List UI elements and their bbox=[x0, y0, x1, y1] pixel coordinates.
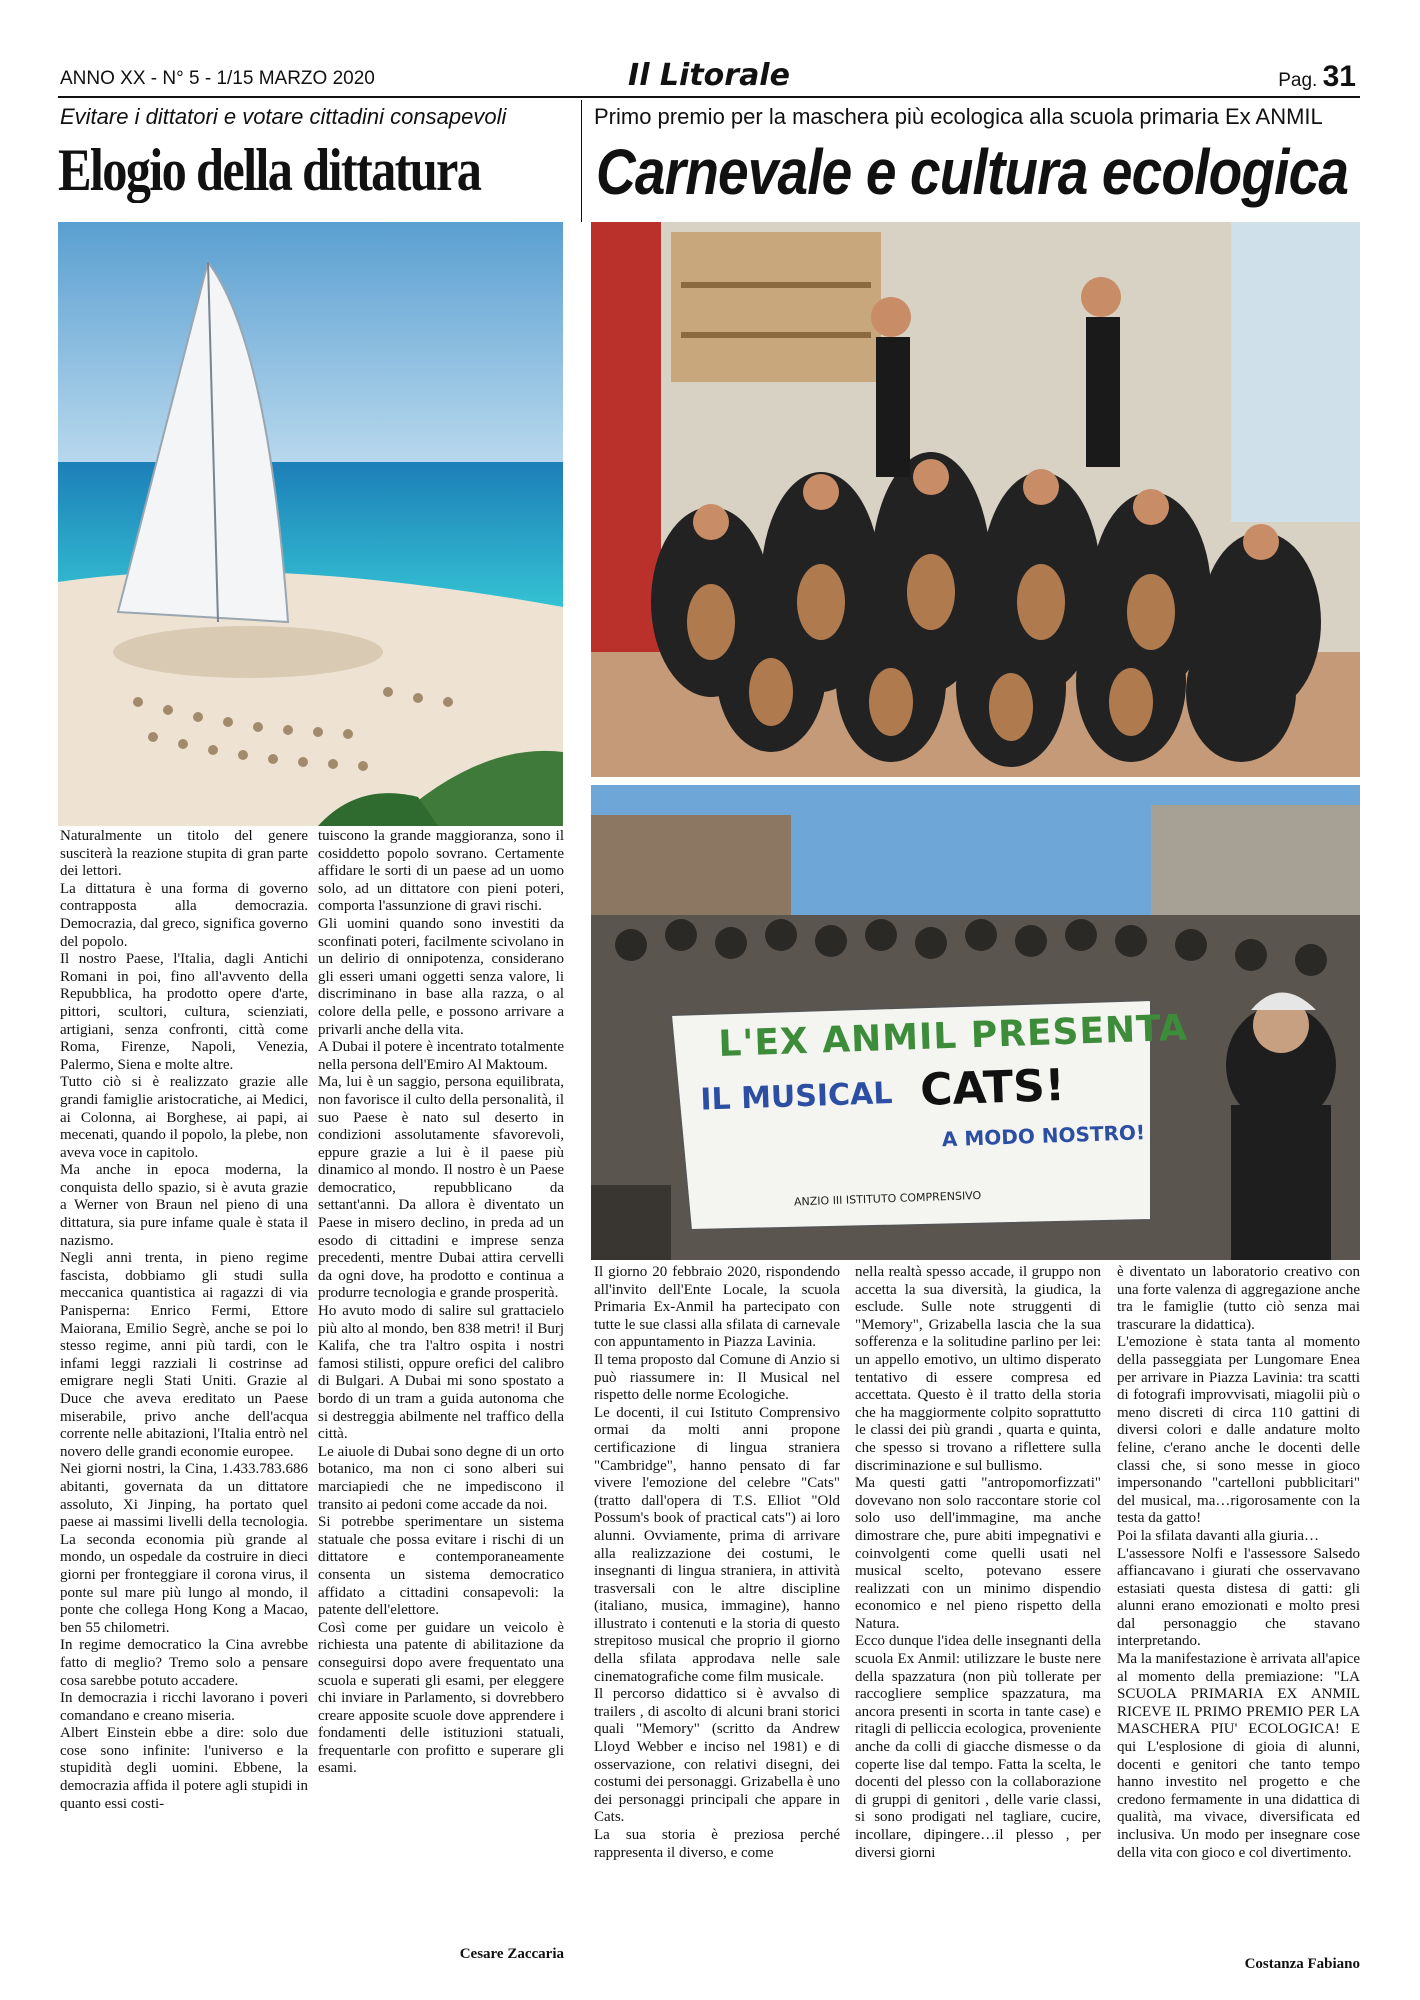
left-headline: Elogio della dittatura bbox=[58, 137, 481, 203]
photo-carnival-parade bbox=[591, 785, 1360, 1260]
right-article-column-1: Il giorno 20 febbraio 2020, rispondendo all'invito dell'Ente Locale, la scuola Primaria Ex-Anmil ha partecipato con tutte le sue classi alla sfilata di carnevale con appuntamento in Piazza Lavinia. Il tema proposto dal Comune di Anzio si può riassumere in: Il Musical nel rispetto delle norme Ecologiche. Le docenti, il cui Istituto Comprensivo ormai da molti anni propone certificazione di lingua straniera "Cambridge", hanno pensato di far vivere l'emozione del celebre "Cats" (tratto dall'opera di T.S. Elliot "Old Possum's book of practical cats") ai loro alunni. Ovviamente, prima di arrivare alla realizzazione dei costumi, le insegnanti di lingua straniera, in attività trasversali con le altre discipline (italiano, musica, immagine), hanno illustrato i contenuti e la storia di questo strepitoso musical che proprio il giorno della sfilata approdava nelle sale cinematografiche come film musicale. Il percorso didattico si è avvalso di trailers , di ascolto di alcuni brani storici quali "Memory" (scritto da Andrew Lloyd Webber e inciso nel 1981) e di osservazione, con relativi disegni, dei costumi dei personaggi. Grizabella è uno dei personaggi principali che appare in Cats. La sua storia è preziosa perché rappresenta il diverso, e come bbox=[594, 1264, 840, 1861]
banner-line-4: ANZIO III ISTITUTO COMPRENSIVO bbox=[793, 1188, 982, 1209]
right-article-column-3: è diventato un laboratorio creativo con una forte valenza di aggregazione anche tra le famiglie (tutto ciò senza mai trascurare la didattica). L'emozione è stata tanta al momento della passeggiata per Lungomare Enea per arrivare in Piazza Lavinia: tra scatti di fotografi improvvisati, miagolii più o meno discreti di circa 110 gattini di diversi colori e dalle andature molto feline, c'erano anche le docenti delle classi che, si sono messe in gioco impersonando "cartelloni pubblicitari" del musical, ma…rigorosamente con la testa da gatto! Poi la sfilata davanti alla giuria… L'assessore Nolfi e l'assessore Salsedo affiancavano i giurati che osservavano estasiati questa distesa di gatti: gli alunni erano emozionati e molto presi dal personaggio che stavano interpretando. Ma la manifestazione è arrivata all'apice al momento della premiazione: "LA SCUOLA PRIMARIA EX ANMIL RICEVE IL PRIMO PREMIO PER LA MASCHERA PIU' ECOLOGICA! E qui L'esplosione di gioia di alunni, docenti e genitori che tanto tempo hanno investito nel progetto e che credono fermamente in una didattica di qualità, ma vivace, diversificata ed inclusiva. Un modo per insegnare cose della vita con gioco e col divertimento. bbox=[1117, 1264, 1360, 1861]
right-headline: Carnevale e cultura ecologica bbox=[596, 136, 1349, 208]
header-column-divider bbox=[581, 100, 582, 222]
page-label: Pag. bbox=[1278, 70, 1318, 91]
left-article-column-1: Naturalmente un titolo del genere susciterà la reazione stupita di gran parte dei lettori. La dittatura è una forma di governo contrapposta alla democrazia. Democrazia, dal greco, significa governo del popolo. Il nostro Paese, l'Italia, dagli Antichi Romani in poi, fino all'avvento della Repubblica, ha prodotto opere d'arte, pittori, scultori, cultura, scienziati, artigiani, senza confronti, città come Roma, Firenze, Napoli, Venezia, Palermo, Siena e molte altre. Tutto ciò si è realizzato grazie alle grandi famiglie aristocratiche, ai Medici, ai Colonna, ai Borghese, ai papi, ai mecenati, quando il popolo, la plebe, non aveva voce in capitolo. Ma anche in epoca moderna, la conquista dello spazio, si è avuta grazie a Werner von Braun nel pieno di una dittatura, sia pure infame quale è stata il nazismo. Negli anni trenta, in pieno regime fascista, dobbiamo gli studi sulla meccanica quantistica ai ragazzi di via Panisperna: Enrico Fermi, Ettore Maiorana, Emilio Segrè, anche se poi lo stesso regime, anni più tardi, con le infami leggi razziali li costrinse ad emigrare negli Stati Uniti. Grazie al Duce che aveva ereditato un Paese miserabile, privo anche dell'acqua corrente nelle abitazioni, l'Italia entrò nel novero delle grandi economie europee. Nei giorni nostri, la Cina, 1.433.783.686 abitanti, governata da un dittatore assoluto, Xi Jinping, ha portato quel paese ai massimi livelli della tecnologia. La seconda economia più grande al mondo, un ospedale da costruire in dieci giorni per fronteggiare il corona virus, il ponte sul mare più lungo al mondo, il ponte che collega Hong Kong a Macao, ben 55 chilometri. In regime democratico la Cina avrebbe fatto di meglio? Tremo solo a pensare cosa sarebbe potuto accadere. In democrazia i ricchi lavorano i poveri comandano e creano miseria. Albert Einstein ebbe a dire: solo due cose sono infinite: l'universo e la stupidità degli uomini. Ebbene, la democrazia affida il potere agli stupidi in quanto essi costi- bbox=[60, 828, 308, 1812]
left-article-author: Cesare Zaccaria bbox=[459, 1946, 564, 1962]
page-header bbox=[58, 56, 1360, 98]
page-number bbox=[1278, 60, 1356, 94]
banner-line-1: L'EX ANMIL PRESENTA bbox=[717, 1007, 1189, 1066]
left-article-column-2: tuiscono la grande maggioranza, sono il cosiddetto popolo sovrano. Certamente affidare le sorti di un paese ad un uomo solo, ad un dittatore con pieni poteri, comporta l'assunzione di gravi rischi. Gli uomini quando sono investiti da sconfinati poteri, facilmente scivolano in un delirio di onnipotenza, considerano gli esseri umani oggetti senza valore, li discriminano in base alla razza, o al colore della pelle, e possono arrivare a privarli anche della vita. A Dubai il potere è incentrato totalmente nella persona dell'Emiro Al Maktoum. Ma, lui è un saggio, persona equilibrata, non favorisce il culto della personalità, il suo Paese è nato sul deserto in condizioni assolutamente sfavorevoli, eppure grazie a lui è il paese più dinamico al mondo. Il nostro è un Paese democratico, repubblicano da settant'anni. Da allora è diventato un Paese in misero declino, in preda ad un esodo di cittadini e imprese senza precedenti, mentre Dubai attira cervelli da ogni dove, ha prodotto e continua a produrre tecnologia e grande prosperità. Ho avuto modo di salire sul grattacielo più alto al mondo, ben 838 metri! il Burj Kalifa, che tra l'altro ospita i nostri famosi stilisti, oppure orefici del calibro di Bulgari. A Dubai mi sono spostato a bordo di un tram a guida autonoma che si destreggia abilmente nel traffico della città. Le aiuole di Dubai sono degne di un orto botanico, ma non ci sono alberi sui marciapiedi che ne impediscono il transito ai pedoni come accade da noi. Si potrebbe sperimentare un sistema statuale che possa evitare i rischi di un dittatore e contemporaneamente consenta un sistema democratico affidato a cittadini consapevoli: la patente dell'elettore. Così come per guidare un veicolo è richiesta una patente di abilitazione da conseguirsi dopo avere frequentato una scuola e superati gli esami, per eleggere chi inviare in Parlamento, si dovrebbero creare apposite scuole dove apprendere i fondamenti delle istituzioni statuali, frequentarle con profitto e superare gli esami. bbox=[318, 828, 564, 1777]
issue-info: ANNO XX - N° 5 - 1/15 MARZO 2020 bbox=[60, 68, 375, 89]
right-kicker: Primo premio per la maschera più ecologica alla scuola primaria Ex ANMIL bbox=[594, 104, 1323, 129]
newspaper-name: Il Litorale bbox=[628, 58, 790, 93]
banner-text bbox=[697, 995, 1189, 1230]
banner-line-2b: CATS! bbox=[919, 1059, 1066, 1116]
left-kicker: Evitare i dittatori e votare cittadini consapevoli bbox=[60, 104, 507, 129]
banner-line-3: A MODO NOSTRO! bbox=[941, 1120, 1146, 1152]
page-number-value: 31 bbox=[1322, 60, 1356, 93]
banner-line-2a: IL MUSICAL bbox=[699, 1075, 893, 1118]
photo-dubai-beach bbox=[58, 222, 563, 826]
right-article-author: Costanza Fabiano bbox=[1244, 1956, 1360, 1972]
photo-children-cat-costumes bbox=[591, 222, 1360, 777]
right-article-column-2: nella realtà spesso accade, il gruppo non accetta la sua diversità, la giudica, la esclude. Sulle note struggenti di "Memory", Grizabella lascia che la sua sofferenza e la solitudine parlino per lei: un appello emotivo, un ultimo disperato tentativo di essere compresa ed accettata. Questo è il tratto della storia che ha maggiormente colpito soprattutto le classi dei più grandi , quarta e quinta, che spesso si trovano a riflettere sulla discriminazione e sul bullismo. Ma questi gatti "antropomorfizzati" dovevano non solo raccontare storie col solo uso dell'immagine, ma anche dimostrare che, pure abiti impegnativi e coinvolgenti come quelli usati nel musical scelto, potevano essere realizzati con un minimo dispendio economico e nel pieno rispetto della Natura. Ecco dunque l'idea delle insegnanti della scuola Ex Anmil: utilizzare le buste nere della spazzatura (non più tollerate per raccogliere semplice spazzatura, ma ancora presenti in scorta in tante case) e ritagli di pelliccia ecologica, proveniente anche da colli di giacche dismesse o da coperte lise dal tempo. Fatta la scelta, le docenti del plesso con la collaborazione di gruppi di genitori , delle varie classi, si sono prodigati nel tagliare, cucire, incollare, dipingere…il plesso , per diversi giorni bbox=[855, 1264, 1101, 1861]
